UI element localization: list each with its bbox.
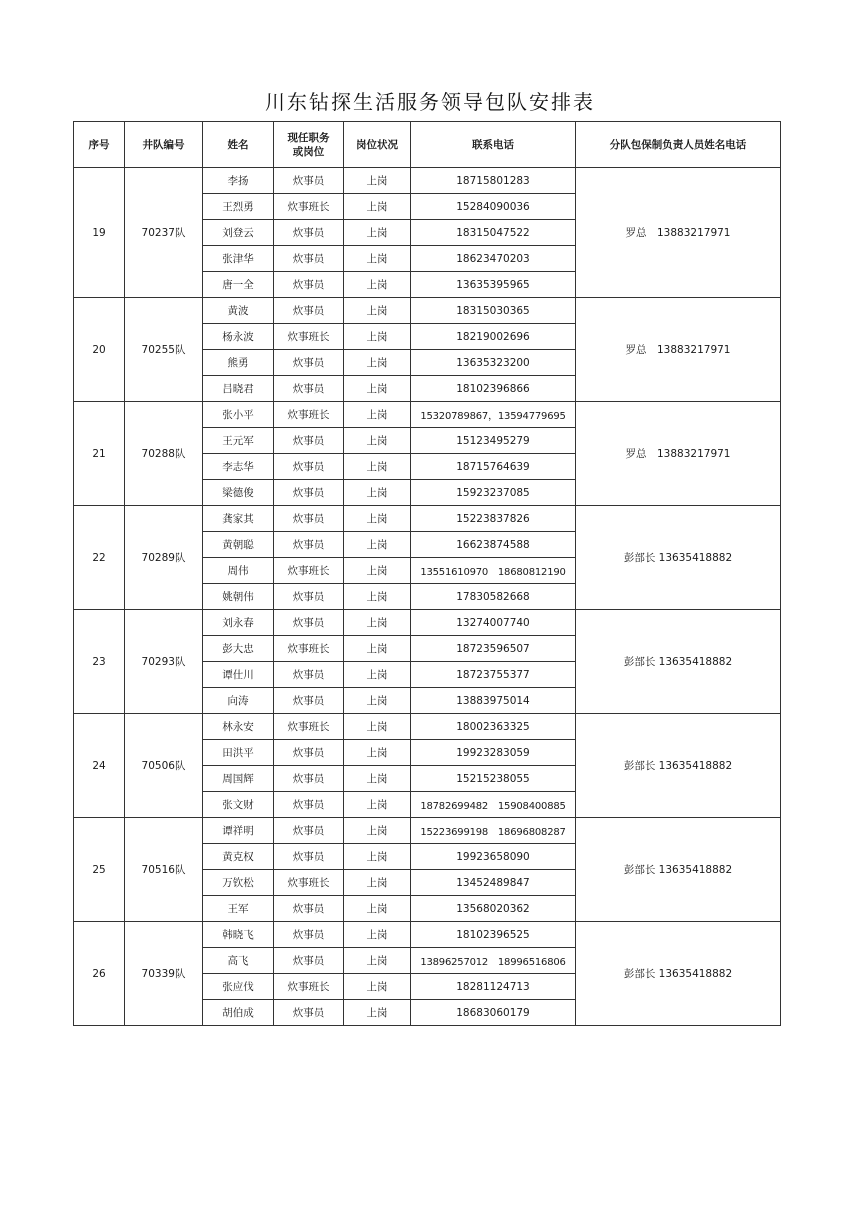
member-role: 炊事员 (274, 246, 344, 272)
member-name: 林永安 (203, 714, 274, 740)
table-row (74, 298, 781, 324)
group-leader: 彭部长 13635418882 (576, 506, 781, 610)
table-row (74, 168, 781, 194)
member-role: 炊事员 (274, 168, 344, 194)
member-status: 上岗 (344, 974, 411, 1000)
member-name: 向涛 (203, 688, 274, 714)
page-title: 川东钻探生活服务领导包队安排表 (265, 90, 595, 114)
member-name: 王烈勇 (203, 194, 274, 220)
member-phone: 18723596507 (411, 636, 576, 662)
member-phone: 18683060179 (411, 1000, 576, 1026)
member-role: 炊事员 (274, 298, 344, 324)
member-name: 胡伯成 (203, 1000, 274, 1026)
member-phone: 18723755377 (411, 662, 576, 688)
member-phone: 15284090036 (411, 194, 576, 220)
member-phone: 19923658090 (411, 844, 576, 870)
member-status: 上岗 (344, 948, 411, 974)
member-phone: 15223837826 (411, 506, 576, 532)
table-row (74, 610, 781, 636)
member-status: 上岗 (344, 194, 411, 220)
member-role: 炊事班长 (274, 402, 344, 428)
member-status: 上岗 (344, 402, 411, 428)
member-name: 周伟 (203, 558, 274, 584)
member-role: 炊事员 (274, 350, 344, 376)
member-role: 炊事班长 (274, 194, 344, 220)
member-role: 炊事员 (274, 948, 344, 974)
member-status: 上岗 (344, 506, 411, 532)
table-row (74, 818, 781, 844)
group-seq: 25 (74, 818, 125, 922)
group-team: 70506队 (125, 714, 203, 818)
member-phone: 18102396525 (411, 922, 576, 948)
member-name: 龚家其 (203, 506, 274, 532)
member-status: 上岗 (344, 428, 411, 454)
member-name: 王元军 (203, 428, 274, 454)
member-name: 黄波 (203, 298, 274, 324)
member-role: 炊事员 (274, 376, 344, 402)
member-status: 上岗 (344, 662, 411, 688)
member-status: 上岗 (344, 298, 411, 324)
member-role: 炊事班长 (274, 636, 344, 662)
member-status: 上岗 (344, 870, 411, 896)
member-status: 上岗 (344, 220, 411, 246)
group-seq: 21 (74, 402, 125, 506)
member-name: 李扬 (203, 168, 274, 194)
member-role: 炊事员 (274, 220, 344, 246)
member-status: 上岗 (344, 532, 411, 558)
group-leader: 罗总 13883217971 (576, 402, 781, 506)
member-status: 上岗 (344, 896, 411, 922)
member-role: 炊事班长 (274, 714, 344, 740)
member-status: 上岗 (344, 584, 411, 610)
member-status: 上岗 (344, 792, 411, 818)
member-role: 炊事员 (274, 844, 344, 870)
member-role: 炊事员 (274, 1000, 344, 1026)
member-status: 上岗 (344, 272, 411, 298)
member-role: 炊事员 (274, 454, 344, 480)
member-phone: 18281124713 (411, 974, 576, 1000)
member-name: 梁德俊 (203, 480, 274, 506)
member-phone: 13896257012 18996516806 (411, 948, 576, 974)
member-status: 上岗 (344, 168, 411, 194)
member-name: 韩晓飞 (203, 922, 274, 948)
member-phone: 16623874588 (411, 532, 576, 558)
member-status: 上岗 (344, 688, 411, 714)
member-name: 张小平 (203, 402, 274, 428)
header-role (274, 122, 344, 168)
group-leader: 罗总 13883217971 (576, 298, 781, 402)
group-seq: 22 (74, 506, 125, 610)
member-role: 炊事班长 (274, 974, 344, 1000)
member-name: 万钦松 (203, 870, 274, 896)
member-role: 炊事员 (274, 532, 344, 558)
member-role: 炊事员 (274, 896, 344, 922)
group-leader: 彭部长 13635418882 (576, 714, 781, 818)
member-name: 熊勇 (203, 350, 274, 376)
member-phone: 13568020362 (411, 896, 576, 922)
group-team: 70516队 (125, 818, 203, 922)
member-phone: 15923237085 (411, 480, 576, 506)
table-row (74, 714, 781, 740)
member-name: 谭祥明 (203, 818, 274, 844)
header-leader: 分队包保制负责人员姓名电话 (576, 122, 781, 168)
member-phone: 18623470203 (411, 246, 576, 272)
member-name: 李志华 (203, 454, 274, 480)
member-status: 上岗 (344, 350, 411, 376)
member-name: 杨永波 (203, 324, 274, 350)
group-seq: 23 (74, 610, 125, 714)
member-status: 上岗 (344, 922, 411, 948)
member-role: 炊事员 (274, 740, 344, 766)
member-status: 上岗 (344, 766, 411, 792)
member-phone: 15215238055 (411, 766, 576, 792)
member-role: 炊事员 (274, 428, 344, 454)
group-team: 70288队 (125, 402, 203, 506)
member-phone: 18315047522 (411, 220, 576, 246)
header-row (74, 122, 781, 168)
member-status: 上岗 (344, 610, 411, 636)
member-name: 谭仕川 (203, 662, 274, 688)
member-name: 姚朝伟 (203, 584, 274, 610)
member-role: 炊事员 (274, 480, 344, 506)
table-row (74, 402, 781, 428)
member-role: 炊事班长 (274, 324, 344, 350)
group-leader: 彭部长 13635418882 (576, 610, 781, 714)
member-phone: 13452489847 (411, 870, 576, 896)
roster-body (74, 168, 781, 1026)
group-seq: 19 (74, 168, 125, 298)
member-name: 王军 (203, 896, 274, 922)
header-team: 井队编号 (125, 122, 203, 168)
member-phone: 13551610970 18680812190 (411, 558, 576, 584)
member-role: 炊事员 (274, 818, 344, 844)
group-leader: 罗总 13883217971 (576, 168, 781, 298)
member-role: 炊事员 (274, 922, 344, 948)
member-role: 炊事员 (274, 688, 344, 714)
member-status: 上岗 (344, 1000, 411, 1026)
member-status: 上岗 (344, 480, 411, 506)
member-phone: 15223699198 18696808287 (411, 818, 576, 844)
member-name: 彭大忠 (203, 636, 274, 662)
member-role: 炊事员 (274, 272, 344, 298)
table-row (74, 506, 781, 532)
member-status: 上岗 (344, 324, 411, 350)
member-name: 刘登云 (203, 220, 274, 246)
member-phone: 18102396866 (411, 376, 576, 402)
roster-table (73, 121, 781, 1026)
header-role-line2: 或岗位 (292, 145, 325, 158)
member-phone: 13635323200 (411, 350, 576, 376)
member-phone: 13635395965 (411, 272, 576, 298)
group-leader: 彭部长 13635418882 (576, 922, 781, 1026)
member-name: 黄克权 (203, 844, 274, 870)
member-status: 上岗 (344, 714, 411, 740)
member-phone: 18715801283 (411, 168, 576, 194)
member-status: 上岗 (344, 844, 411, 870)
member-status: 上岗 (344, 818, 411, 844)
member-status: 上岗 (344, 636, 411, 662)
group-team: 70289队 (125, 506, 203, 610)
member-role: 炊事班长 (274, 870, 344, 896)
member-role: 炊事员 (274, 766, 344, 792)
group-team: 70339队 (125, 922, 203, 1026)
header-status: 岗位状况 (344, 122, 411, 168)
group-seq: 20 (74, 298, 125, 402)
member-phone: 18782699482 15908400885 (411, 792, 576, 818)
member-name: 吕晓君 (203, 376, 274, 402)
member-name: 高飞 (203, 948, 274, 974)
group-seq: 24 (74, 714, 125, 818)
member-status: 上岗 (344, 376, 411, 402)
group-team: 70237队 (125, 168, 203, 298)
member-phone: 18715764639 (411, 454, 576, 480)
group-team: 70293队 (125, 610, 203, 714)
member-phone: 13883975014 (411, 688, 576, 714)
group-leader: 彭部长 13635418882 (576, 818, 781, 922)
member-name: 刘永春 (203, 610, 274, 636)
member-role: 炊事员 (274, 584, 344, 610)
member-name: 张津华 (203, 246, 274, 272)
header-phone: 联系电话 (411, 122, 576, 168)
member-name: 田洪平 (203, 740, 274, 766)
member-role: 炊事员 (274, 506, 344, 532)
member-phone: 18002363325 (411, 714, 576, 740)
member-name: 唐一全 (203, 272, 274, 298)
member-status: 上岗 (344, 740, 411, 766)
group-seq: 26 (74, 922, 125, 1026)
header-name: 姓名 (203, 122, 274, 168)
header-seq: 序号 (74, 122, 125, 168)
group-team: 70255队 (125, 298, 203, 402)
member-role: 炊事员 (274, 662, 344, 688)
member-role: 炊事班长 (274, 558, 344, 584)
header-role-line1: 现任职务 (287, 131, 330, 144)
member-phone: 17830582668 (411, 584, 576, 610)
member-name: 黄朝聪 (203, 532, 274, 558)
member-status: 上岗 (344, 454, 411, 480)
member-name: 张文财 (203, 792, 274, 818)
member-name: 周国辉 (203, 766, 274, 792)
member-name: 张应伐 (203, 974, 274, 1000)
member-status: 上岗 (344, 246, 411, 272)
member-phone: 13274007740 (411, 610, 576, 636)
member-role: 炊事员 (274, 792, 344, 818)
member-phone: 19923283059 (411, 740, 576, 766)
member-role: 炊事员 (274, 610, 344, 636)
member-phone: 15123495279 (411, 428, 576, 454)
member-phone: 18219002696 (411, 324, 576, 350)
table-row (74, 922, 781, 948)
member-phone: 18315030365 (411, 298, 576, 324)
member-phone: 15320789867，13594779695 (411, 402, 576, 428)
member-status: 上岗 (344, 558, 411, 584)
